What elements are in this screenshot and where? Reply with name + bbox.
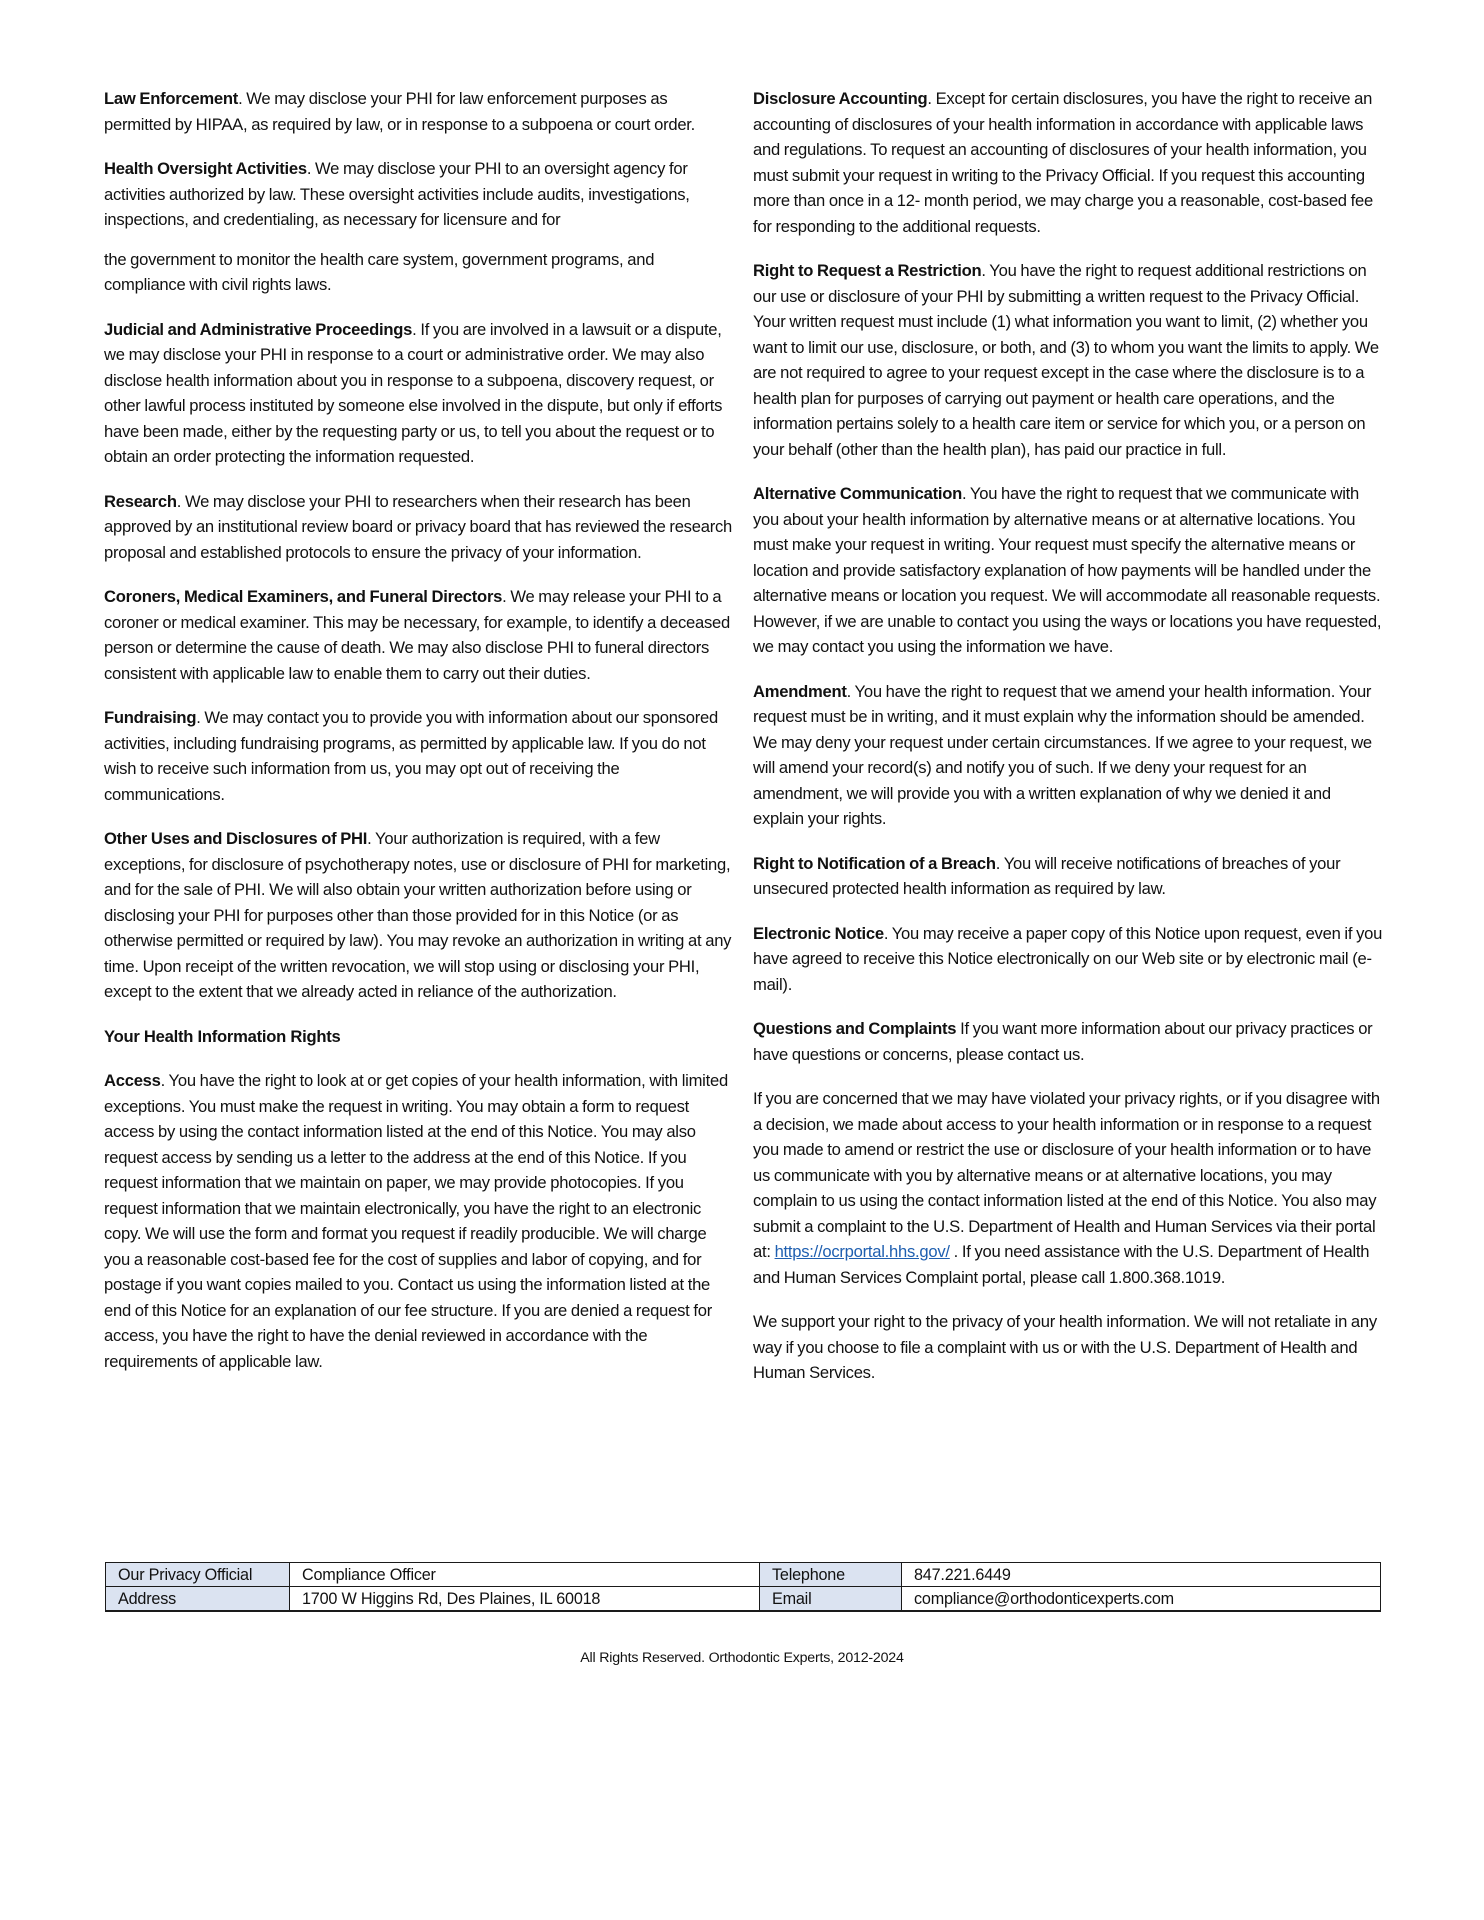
table-row <box>106 1587 1381 1612</box>
rights-heading: Your Health Information Rights <box>104 1026 341 1046</box>
telephone-label: Telephone <box>760 1563 902 1587</box>
section-text: . Your authorization is required, with a few exceptions, for disclosure of psychotherapy notes, use or disclosure of PHI for marketing, and for the sale of PHI. We will also obtain your written authorization before using or disclosing your PHI for purposes other than those provided for in this Notice (or as otherwise permitted or required by law). You may revoke an authorization in writing at any time. Upon receipt of the written revocation, we will stop using or disclosing your PHI, except to the extent that we already acted in reliance of the authorization. <box>104 829 732 1001</box>
section-text: . You have the right to look at or get copies of your health information, with limited exceptions. You must make the request in writing. You may obtain a form to request access by using the contact information listed at the end of this Notice. You may also request access by sending us a letter to the address at the end of this Notice. If you request information that we maintain on paper, we may provide photocopies. If you request information that we maintain electronically, you have the right to an electronic copy. We will use the form and format you request if readily producible. We will charge you a reasonable cost-based fee for the cost of supplies and labor of copying, and for postage if you want copies mailed to you. Contact us using the information listed at the end of this Notice for an explanation of our fee structure. If you are denied a request for access, you have the right to have the denial reviewed in accordance with the requirements of applicable law. <box>104 1071 728 1371</box>
section-text: . If you need assistance with the U.S. Department of Health and Human Services Complaint portal, please call 1.800.368.1019. <box>753 1242 1370 1287</box>
telephone-value: 847.221.6449 <box>902 1563 1381 1587</box>
section-title: Right to Notification of a Breach <box>753 853 996 873</box>
section-electronic-notice <box>753 921 1383 998</box>
section-health-oversight <box>104 156 732 233</box>
section-title: Right to Request a Restriction <box>753 261 982 280</box>
section-title: Coroners, Medical Examiners, and Funeral Directors <box>104 587 503 606</box>
section-text: . If you are involved in a lawsuit or a dispute, we may disclose your PHI in response to a court or administrative order. We may also disclose health information about you in response to a subpoena, discovery request, or other lawful process instituted by someone else involved in the dispute, but only if efforts have been made, either by the requesting party or us, to tell you about the request or to obtain an order protecting the information requested. <box>104 319 723 466</box>
section-text: If you want more information about our privacy practices or have questions or concerns, please contact us. <box>753 1019 1373 1064</box>
section-title: Access <box>104 1071 161 1090</box>
table-row <box>106 1563 1381 1587</box>
section-law-enforcement <box>104 86 732 137</box>
section-complaints <box>753 1086 1383 1290</box>
section-support <box>753 1309 1383 1386</box>
address-value: 1700 W Higgins Rd, Des Plaines, IL 60018 <box>290 1587 760 1612</box>
section-coroners <box>104 584 732 686</box>
email-label: Email <box>760 1587 902 1612</box>
section-text: . You may receive a paper copy of this Notice upon request, even if you have agreed to receive this Notice electronically on our Web site or by electronic mail (e-mail). <box>753 923 1383 994</box>
copyright-footer: All Rights Reserved. Orthodontic Experts, 2012-2024 <box>580 1650 904 1666</box>
section-text: If you are concerned that we may have violated your privacy rights, or if you disagree with a decision, we made about access to your health information or in response to a request you made to amend or restrict the use or disclosure of your health information or to have us communicate with you by alternative means or at alternative locations, you may complain to us using the contact information listed at the end of this Notice. You also may submit a complaint to the U.S. Department of Health and Human Services via their portal at: <box>753 1089 1380 1261</box>
section-title: Other Uses and Disclosures of PHI <box>104 829 368 848</box>
section-title: Judicial and Administrative Proceedings <box>104 319 413 339</box>
section-questions <box>753 1016 1383 1067</box>
section-breach <box>753 851 1383 902</box>
section-text: We support your right to the privacy of your health information. We will not retaliate in any way if you choose to file a complaint with us or with the U.S. Department of Health and Human Services. <box>753 1312 1377 1382</box>
section-other-uses <box>104 826 732 1005</box>
email-value: compliance@orthodonticexperts.com <box>902 1587 1381 1612</box>
hhs-portal-link[interactable]: https://ocrportal.hhs.gov/ <box>774 1242 950 1261</box>
section-text: . We may contact you to provide you with information about our sponsored activities, including fundraising programs, as permitted by applicable law. If you do not wish to receive such information from us, you may opt out of receiving the communications. <box>104 708 718 804</box>
section-title: Questions and Complaints <box>753 1019 957 1038</box>
section-title: Electronic Notice <box>753 923 884 943</box>
section-judicial <box>104 317 732 470</box>
section-disclosure-accounting <box>753 86 1383 239</box>
section-title: Health Oversight Activities <box>104 159 307 178</box>
section-text: . You have the right to request additional restrictions on our use or disclosure of your PHI by submitting a written request to the Privacy Official. Your written request must include (1) what information you want to limit, (2) whether you want to limit our use, disclosure, or both, and (3) to whom you want the limits to apply. We are not required to agree to your request except in the case where the disclosure is to a health plan for purposes of carrying out payment or health care operations, and the information pertains solely to a health care item or service for which you, or a person on your behalf (other than the health plan), has paid our practice in full. <box>753 261 1379 459</box>
left-column <box>104 86 732 1393</box>
address-label: Address <box>106 1587 290 1612</box>
section-text: . Except for certain disclosures, you have the right to receive an accounting of disclosures of your health information in accordance with applicable laws and regulations. To request an accounting of disclosures of your health information, you must submit your request in writing to the Privacy Official. If you request this accounting more than once in a 12- month period, we may charge you a reasonable, cost-based fee for responding to the additional requests. <box>753 89 1373 236</box>
section-title: Alternative Communication <box>753 484 963 503</box>
section-title: Fundraising <box>104 708 197 727</box>
section-research <box>104 489 732 566</box>
section-text: . We may disclose your PHI to an oversight agency for activities authorized by law. These oversight activities include audits, investigations, inspections, and credentialing, as necessary for licensure and for <box>104 159 690 229</box>
section-text: the government to monitor the health care system, government programs, and compliance with civil rights laws. <box>104 249 655 294</box>
privacy-official-value: Compliance Officer <box>290 1563 760 1587</box>
section-health-oversight-continued <box>104 247 732 298</box>
right-column <box>753 86 1383 1405</box>
section-title: Law Enforcement <box>104 89 239 108</box>
section-fundraising <box>104 705 732 807</box>
section-text: . We may disclose your PHI to researchers when their research has been approved by an institutional review board or privacy board that has reviewed the research proposal and established protocols to ensure the privacy of your information. <box>104 491 732 562</box>
contact-table <box>105 1562 1381 1612</box>
section-text: . You have the right to request that we amend your health information. Your request must be in writing, and it must explain why the information should be amended. We may deny your request under certain circumstances. If we agree to your request, we will amend your record(s) and notify you of such. If we deny your request for an amendment, we will provide you with a written explanation of why we denied it and explain your rights. <box>753 681 1372 828</box>
privacy-official-label: Our Privacy Official <box>106 1563 290 1587</box>
section-title: Research <box>104 491 177 511</box>
section-amendment <box>753 679 1383 832</box>
section-access <box>104 1068 732 1374</box>
section-text: . You will receive notifications of breaches of your unsecured protected health information as required by law. <box>753 853 1341 898</box>
section-text: . You have the right to request that we communicate with you about your health information by alternative means or at alternative locations. You must make your request in writing. Your request must specify the alternative means or location and provide satisfactory explanation of how payments will be handled under the alternative means or location you request. We will accommodate all reasonable requests. However, if we are unable to contact you using the ways or locations you have requested, we may contact you using the information we have. <box>753 484 1382 656</box>
section-title: Disclosure Accounting <box>753 89 928 108</box>
section-title: Amendment <box>753 681 847 701</box>
section-text: . We may disclose your PHI for law enforcement purposes as permitted by HIPAA, as required by law, or in response to a subpoena or court order. <box>104 89 696 134</box>
section-text: . We may release your PHI to a coroner or medical examiner. This may be necessary, for example, to identify a deceased person or determine the cause of death. We may also disclose PHI to funeral directors consistent with applicable law to enable them to carry out their duties. <box>104 587 730 683</box>
section-restriction <box>753 258 1383 462</box>
section-alternative-communication <box>753 481 1383 660</box>
